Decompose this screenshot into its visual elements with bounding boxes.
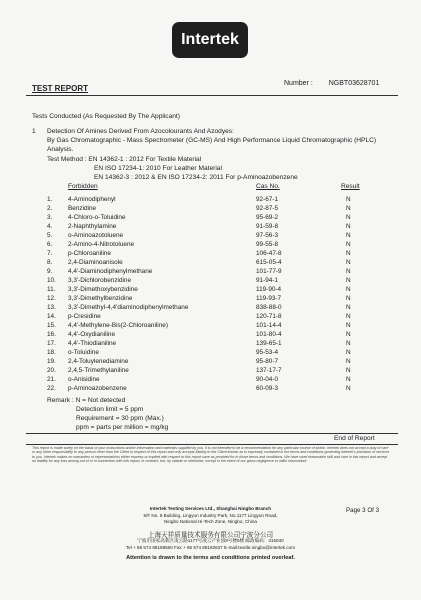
result-value: N [346, 304, 351, 311]
row-number: 19. [47, 358, 56, 365]
table-row [0, 259, 421, 268]
table-row [0, 277, 421, 286]
cas-number: 95-69-2 [256, 214, 279, 221]
result-value: N [346, 349, 351, 356]
test-method-2: EN ISO 17234-1: 2010 For Leather Material [94, 165, 222, 172]
test-method-1: Test Method : EN 14362-1 : 2012 For Textile Material [47, 156, 202, 163]
amine-name: 4-Aminodiphenyl [68, 196, 116, 203]
chinese-address: 宁波市国家高新区凌云路1177号凌云产业园8号楼5楼 邮政编码：315040 [137, 538, 284, 543]
cas-number: 91-94-1 [256, 277, 279, 284]
cas-number: 92-67-1 [256, 196, 279, 203]
row-number: 22. [47, 385, 56, 392]
end-rule [26, 433, 398, 434]
row-number: 10. [47, 277, 56, 284]
amine-name: p-Cresidine [68, 313, 101, 320]
end-rule-2 [26, 444, 398, 445]
amine-name: 4,4'-Diaminodiphenylmethane [68, 268, 153, 275]
amine-name: o-Anisidine [68, 376, 100, 383]
result-value: N [346, 250, 351, 257]
cas-number: 101-80-4 [256, 331, 282, 338]
result-value: N [346, 232, 351, 239]
table-row [0, 376, 421, 385]
result-value: N [346, 259, 351, 266]
col-cas: Cas No. [256, 183, 280, 190]
cas-number: 91-59-8 [256, 223, 279, 230]
cas-number: 137-17-7 [256, 367, 282, 374]
amine-name: 3,3'-Dimethyl-4,4'diaminodiphenylmethane [68, 304, 189, 311]
amine-name: 4,4'-Methylene-Bis(2-Chloroaniline) [68, 322, 168, 329]
row-number: 7. [47, 250, 53, 257]
row-number: 1. [47, 196, 53, 203]
row-number: 4. [47, 223, 53, 230]
col-forbidden: Forbidden [68, 183, 98, 190]
row-number: 6. [47, 241, 53, 248]
section-line-3: Analysis. [47, 146, 74, 153]
amine-name: 3,3'-Dichlorobenzidine [68, 277, 132, 284]
requirement: Requirement = 30 ppm (Max.) [76, 415, 164, 422]
result-value: N [346, 214, 351, 221]
row-number: 15. [47, 322, 56, 329]
header-rule [26, 95, 398, 96]
amine-name: p-Chloroaniline [68, 250, 111, 257]
amine-name: 2,4,5-Trimethylaniline [68, 367, 129, 374]
cas-number: 97-56-3 [256, 232, 279, 239]
cas-number: 119-93-7 [256, 295, 282, 302]
address-line-1: 5/F No. 8 Building, Lingyun Industry Park, No.1177 Lingyun Road, [143, 513, 278, 518]
row-number: 13. [47, 304, 56, 311]
result-value: N [346, 286, 351, 293]
section-line-2: By Gas Chromatographic - Mass Spectrometer (GC-MS) And High Performance Liquid Chromatographic (HPLC) [47, 137, 377, 144]
row-number: 12. [47, 295, 56, 302]
amine-name: 4,4'-Oxydianiline [68, 331, 116, 338]
cas-number: 119-90-4 [256, 286, 282, 293]
intertek-logo: Intertek [172, 22, 248, 58]
test-method-3: EN 14362-3 : 2012 & EN ISO 17234-2: 2011 For p-Aminoazobenzene [94, 174, 298, 181]
amine-name: 2-Naphthylamine [68, 223, 117, 230]
amine-name: 2-Amino-4-Nitrotoluene [68, 241, 135, 248]
amine-name: 2,4-Toluylenediamine [68, 358, 129, 365]
cas-number: 95-80-7 [256, 358, 279, 365]
amine-name: o-Aminoazotoluene [68, 232, 124, 239]
table-row [0, 295, 421, 304]
report-title: TEST REPORT [32, 84, 89, 93]
row-number: 8. [47, 259, 53, 266]
amine-name: 2,4-Diaminoanisole [68, 259, 123, 266]
cas-number: 95-53-4 [256, 349, 279, 356]
table-row [0, 304, 421, 313]
chinese-name: 上海天祥质量技术服务有限公司宁波分公司 [147, 532, 274, 539]
table-row [0, 250, 421, 259]
amine-name: 4,4'-Thiodianiline [68, 340, 117, 347]
table-row [0, 232, 421, 241]
table-row [0, 241, 421, 250]
result-value: N [346, 385, 351, 392]
cas-number: 92-87-5 [256, 205, 279, 212]
result-value: N [346, 376, 351, 383]
table-row [0, 367, 421, 376]
amine-name: 3,3'-Dimethylbenzidine [68, 295, 133, 302]
amine-name: 4-Chloro-o-Toluidine [68, 214, 126, 221]
table-row [0, 340, 421, 349]
report-number [284, 80, 379, 87]
table-row [0, 268, 421, 277]
end-of-report: End of Report [334, 435, 375, 442]
cas-number: 838-88-0 [256, 304, 282, 311]
address-line-2: Ningbo National Hi-Tech Zone, Ningbo, China [164, 519, 257, 524]
table-row [0, 331, 421, 340]
report-number-label: Number : [284, 80, 313, 87]
row-number: 20. [47, 367, 56, 374]
section-line-1: Detection Of Amines Derived From Azocolourants And Azodyes: [47, 128, 234, 135]
tests-conducted: Tests Conducted (As Requested By The Applicant) [32, 113, 180, 120]
cas-number: 615-05-4 [256, 259, 282, 266]
row-number: 21. [47, 376, 56, 383]
amine-name: 3,3'-Dimethoxybenzidine [68, 286, 138, 293]
table-row [0, 358, 421, 367]
result-value: N [346, 196, 351, 203]
row-number: 14. [47, 313, 56, 320]
cas-number: 106-47-8 [256, 250, 282, 257]
company-name: Intertek Testing Services Ltd., Shanghai Ningbo Branch [149, 506, 272, 511]
table-row [0, 223, 421, 232]
cas-number: 101-77-9 [256, 268, 282, 275]
page-number: Page 3 Of 3 [346, 507, 380, 514]
detection-limit: Detection limit = 5 ppm [76, 406, 144, 413]
ppm-definition: ppm = parts per million = mg/kg [76, 424, 169, 431]
table-row [0, 349, 421, 358]
cas-number: 90-04-0 [256, 376, 279, 383]
table-row [0, 313, 421, 322]
row-number: 16. [47, 331, 56, 338]
col-result: Result [341, 183, 360, 190]
result-value: N [346, 277, 351, 284]
result-value: N [346, 313, 351, 320]
result-value: N [346, 340, 351, 347]
result-value: N [346, 367, 351, 374]
table-row [0, 205, 421, 214]
result-value: N [346, 295, 351, 302]
table-row [0, 214, 421, 223]
cas-number: 120-71-8 [256, 313, 282, 320]
table-row [0, 322, 421, 331]
attention-note: Attention is drawn to the terms and conditions printed overleaf. [126, 555, 295, 561]
cas-number: 139-65-1 [256, 340, 282, 347]
cas-number: 60-09-3 [256, 385, 279, 392]
disclaimer: This report is made solely on the basis of your instructions and/or information and materials supplied by you. It is not intended to be a recommendation for any particular course of action. Intertek does not accept a duty of care or any other responsibility to any person other than the Client in respect of this report and only accepts liability to the Client insofar as is expressly contained in the terms and conditions governing Intertek's provision of services to you. Intertek makes no warranties or representations either express or implied with respect to this report save as provided for in those terms and conditions. We have used reasonable skill and care in this report and accept no liability for any loss arising out of or in connection with this report, in contract, tort, by statute or otherwise, except in the event of our gross negligence or wilful misconduct. [32, 446, 390, 464]
section-number: 1 [32, 128, 36, 135]
row-number: 9. [47, 268, 53, 275]
amine-name: Benzidine [68, 205, 97, 212]
row-number: 5. [47, 232, 53, 239]
result-value: N [346, 223, 351, 230]
contact-info: Tel + 86 574 88188560 Fax + 86 574 88183637 E-mail:textile.ningbo@intertek.com [125, 545, 296, 550]
result-value: N [346, 322, 351, 329]
result-value: N [346, 241, 351, 248]
result-value: N [346, 331, 351, 338]
row-number: 2. [47, 205, 53, 212]
amine-name: o-Toluidine [68, 349, 99, 356]
amine-name: p-Aminoazobenzene [68, 385, 127, 392]
row-number: 17. [47, 340, 56, 347]
table-row [0, 196, 421, 205]
table-row [0, 385, 421, 394]
result-value: N [346, 268, 351, 275]
cas-number: 99-55-8 [256, 241, 279, 248]
report-number-value: NGBT03628701 [328, 80, 380, 87]
result-value: N [346, 205, 351, 212]
cas-number: 101-14-4 [256, 322, 282, 329]
row-number: 3. [47, 214, 53, 221]
remark: Remark : N = Not detected [47, 397, 126, 404]
result-value: N [346, 358, 351, 365]
table-row [0, 286, 421, 295]
row-number: 18. [47, 349, 56, 356]
row-number: 11. [47, 286, 56, 293]
